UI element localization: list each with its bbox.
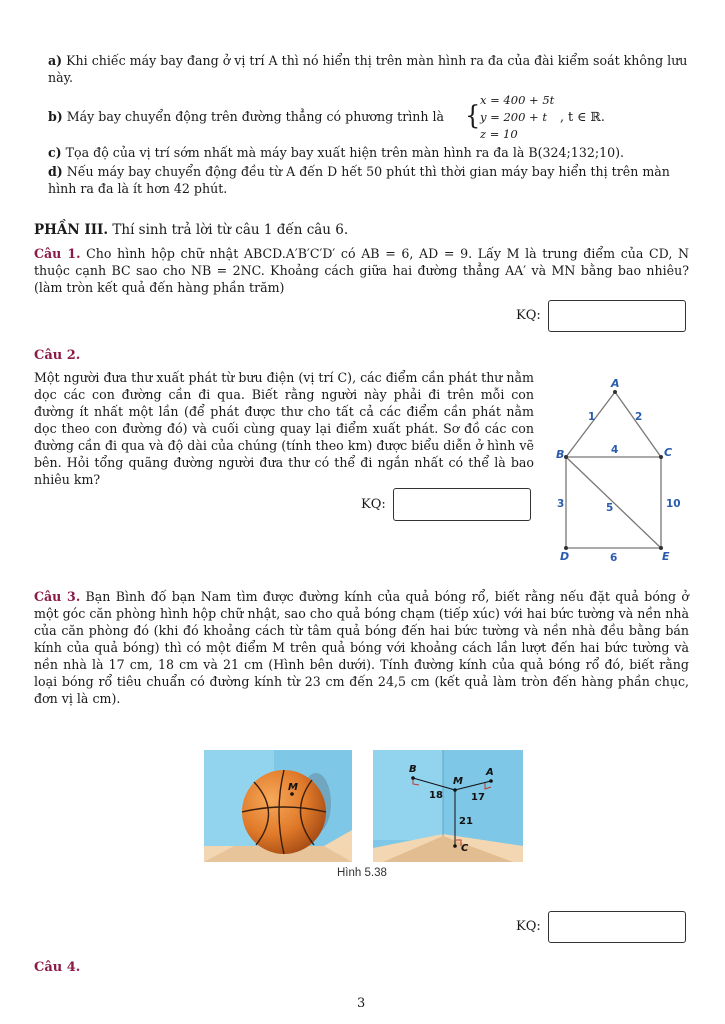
question-3 [34,588,689,707]
item-b [48,108,468,125]
q2-answer-label: KQ: [361,497,386,512]
diagram-label-c: C [461,843,469,854]
figure-caption: Hình 5.38 [337,867,387,879]
q3-figure-diagram [373,750,523,862]
equation-y: y = 200 + t [480,110,547,124]
item-a-label: a) [48,53,63,68]
q1-answer-label: KQ: [516,308,541,323]
q2-answer-box[interactable] [393,488,531,521]
item-a [48,52,688,86]
label-a: A [611,377,620,390]
node-c [659,455,663,459]
question-2-text: Một người đưa thư xuất phát từ bưu điện (vị trí C), các điểm cần phát thư nằm dọc các con đường cần đi qua. Biết rằng người này phải đi trên mỗi con đường ít nhất một lần (để phát được thư cho tất cả các điểm cần phát nằm dọc theo con đường đó) và cuối cùng quay lại điểm xuất phát. Sơ đồ các con đường cần đi qua và độ dài của chúng (tính theo km) được biểu diễn ở hình vẽ bên. Hỏi tổng quãng đường người đưa thư có thể đi ngắn nhất có thể là bao nhiêu km? [34,370,534,487]
q2-graph [548,372,698,572]
edge-ac [615,392,661,457]
item-b-label: b) [48,109,63,124]
weight-ce: 10 [666,498,681,510]
equation-z: z = 10 [480,127,518,141]
equation-condition: , t ∈ ℝ. [560,109,605,124]
item-d-label: d) [48,164,63,179]
edge-ab [566,392,615,457]
system-equations [480,92,554,143]
label-c: C [664,446,673,459]
item-b-text: Máy bay chuyển động trên đường thẳng có phương trình là [66,109,445,124]
question-1-label: Câu 1. [34,246,81,261]
weight-bc: 4 [611,444,619,456]
node-b [564,455,568,459]
question-1-text: Cho hình hộp chữ nhật ABCD.A′B′C′D′ có AB = 6, AD = 9. Lấy M là trung điểm của CD, N thuộc cạnh BC sao cho NB = 2NC. Khoảng cách giữa hai đường thẳng AA′ và MN bằng bao nhiêu? (làm tròn kết quả đến hàng phần trăm) [34,246,689,295]
label-d: D [560,550,570,563]
distance-21: 21 [459,816,473,827]
distance-18: 18 [429,790,443,801]
page-number: 3 [357,996,366,1011]
label-b: B [556,448,565,461]
item-c-label: c) [48,145,62,160]
brace-icon: { [465,99,481,131]
item-a-text: Khi chiếc máy bay đang ở vị trí A thì nó hiển thị trên màn hình ra đa của đài kiểm soát không lưu này. [48,53,688,85]
q3-figure-ball [204,750,352,862]
weight-be: 5 [606,502,614,514]
diagram-label-b: B [409,764,417,775]
weight-ab: 1 [588,411,596,423]
question-2-label: Câu 2. [34,348,81,363]
question-3-label: Câu 3. [34,589,81,604]
edge-be [566,457,661,548]
question-3-text: Bạn Bình đố bạn Nam tìm được đường kính của quả bóng rổ, biết rằng nếu đặt quả bóng ở một góc căn phòng hình hộp chữ nhật, sao cho quả bóng chạm (tiếp xúc) với hai bức tường và nền nhà của căn phòng đó (khi đó khoảng cách từ tâm quả bóng đến hai bức tường và nền nhà đều bằng bán kính của quả bóng) thì có một điểm M trên quả bóng với khoảng cách lần lượt đến hai bức tường và nền nhà là 17 cm, 18 cm và 21 cm (Hình bên dưới). Tính đường kính của quả bóng rổ đó, biết rằng loại bóng rổ tiêu chuẩn có đường kính từ 23 cm đến 24,5 cm (kết quả làm tròn đến hàng phần chục, đơn vị là cm). [34,589,689,706]
q3-answer-box[interactable] [548,911,686,943]
equation-x: x = 400 + 5t [480,93,555,107]
item-d [48,163,688,197]
label-e: E [662,550,670,563]
ball-point-m: M [288,782,298,793]
q1-answer-box[interactable] [548,300,686,332]
item-c-text: Tọa độ của vị trí sớm nhất mà máy bay xuất hiện trên màn hình ra đa là B(324;132;10). [65,145,625,160]
weight-ac: 2 [635,411,643,423]
q3-answer-label: KQ: [516,919,541,934]
diagram-label-a: A [486,767,494,778]
question-1 [34,245,689,296]
part-iii-instruction: Thí sinh trả lời từ câu 1 đến câu 6. [112,222,349,238]
item-c [48,144,688,161]
weight-bd: 3 [557,498,565,510]
node-a [613,390,617,394]
item-d-text: Nếu máy bay chuyển động đều từ A đến D hết 50 phút thì thời gian máy bay hiển thị trên màn hình ra đa là ít hơn 42 phút. [48,164,670,196]
diagram-label-m: M [453,776,463,787]
weight-de: 6 [610,552,618,564]
question-4-label: Câu 4. [34,960,81,975]
part-iii-title: PHẦN III. [34,222,109,238]
part-iii-heading [34,222,348,238]
distance-17: 17 [471,792,485,803]
